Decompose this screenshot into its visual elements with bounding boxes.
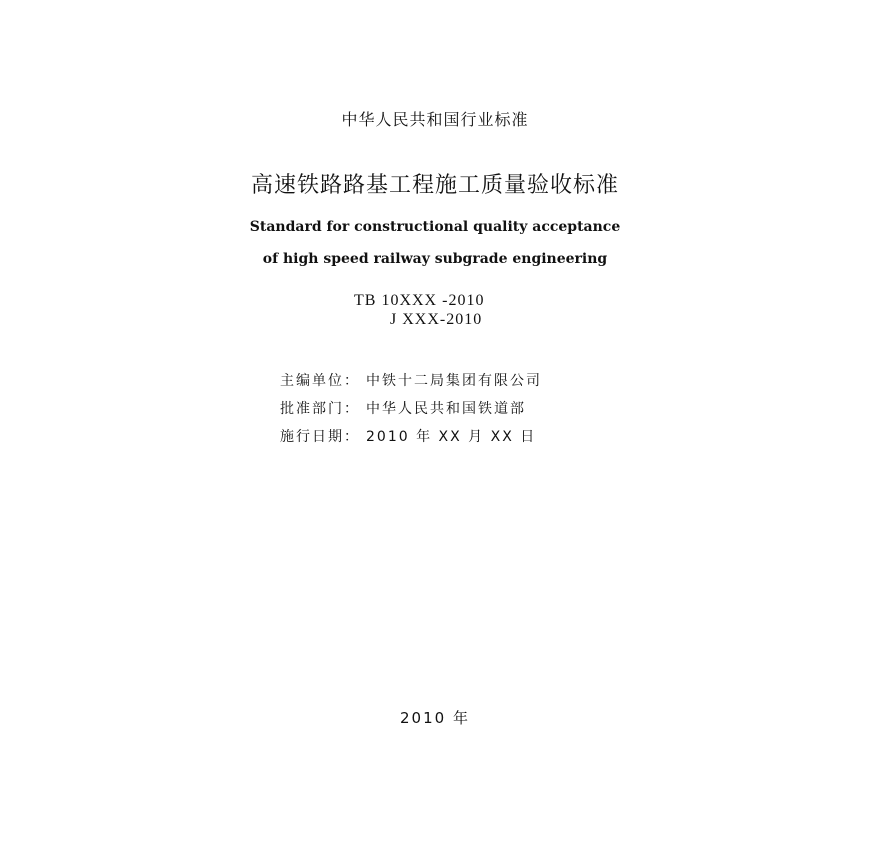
title-english-line-2: of high speed railway subgrade engineering	[262, 251, 608, 267]
info-value-editor: 中铁十二局集团有限公司	[366, 373, 542, 389]
info-row-effective-date	[280, 426, 536, 446]
info-label-effective-date: 施行日期：	[280, 429, 360, 445]
standard-category: 中华人民共和国行业标准	[341, 110, 529, 129]
standard-code-tb: TB 10XXX -2010	[354, 292, 485, 309]
info-label-approver: 批准部门：	[280, 401, 360, 417]
info-row-editor	[280, 370, 542, 390]
publication-year: 2010 年	[400, 709, 470, 727]
title-english-line-1: Standard for constructional quality acceptance	[249, 219, 621, 235]
title-chinese: 高速铁路路基工程施工质量验收标准	[250, 173, 619, 198]
info-value-effective-date: 2010 年 XX 月 XX 日	[366, 429, 537, 445]
info-value-approver: 中华人民共和国铁道部	[366, 401, 526, 417]
info-label-editor: 主编单位：	[280, 373, 360, 389]
standard-code-j: J XXX-2010	[390, 311, 483, 328]
info-row-approver	[280, 398, 526, 418]
